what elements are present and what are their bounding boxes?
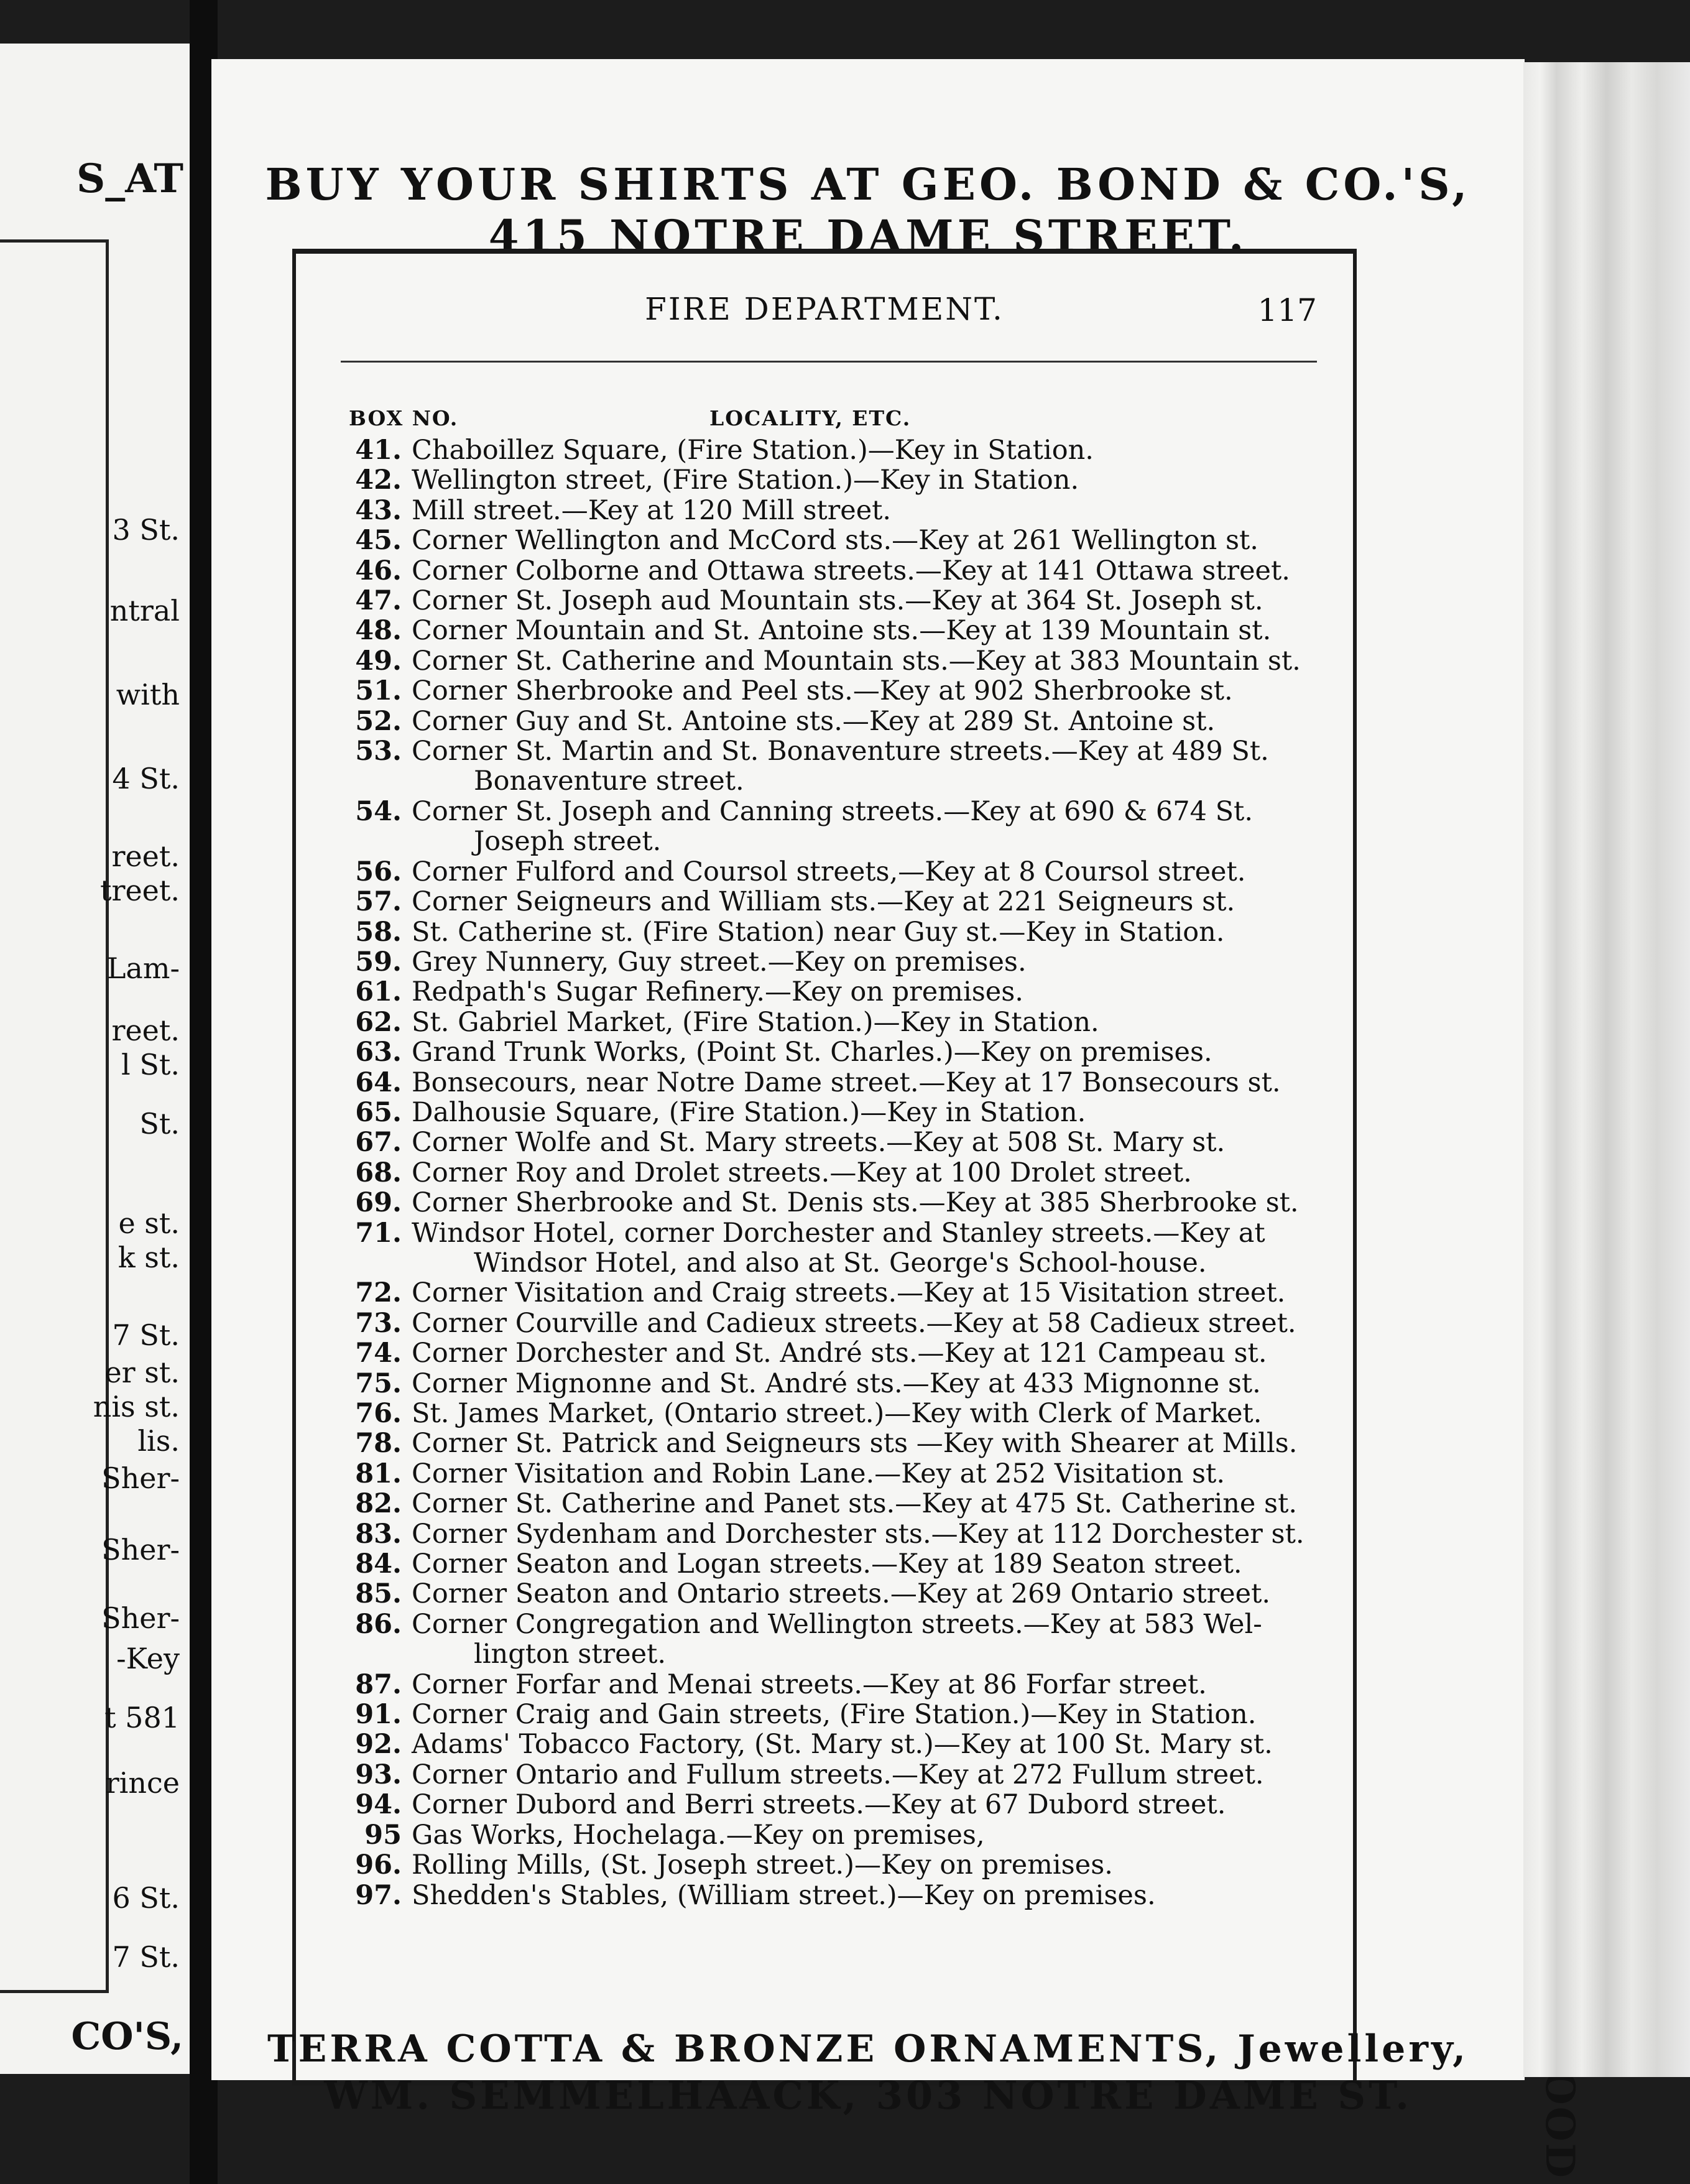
- fire-box-entry: [339, 977, 1322, 1007]
- box-number: 56.: [355, 856, 402, 887]
- box-number: 46.: [355, 555, 402, 586]
- box-locality-text: Corner Wellington and McCord sts.—Key at 261 Wellington st.: [412, 525, 1258, 557]
- box-number: 51.: [355, 675, 402, 707]
- fire-box-entry: [339, 1308, 1322, 1338]
- box-locality-continuation: Joseph street.: [474, 826, 662, 858]
- fire-box-entry: [339, 736, 1322, 797]
- box-locality-text: Corner Dorchester and St. André sts.—Key at 121 Campeau st.: [412, 1338, 1267, 1369]
- box-number: 78.: [355, 1428, 402, 1460]
- box-number: 83.: [355, 1518, 402, 1550]
- fire-box-entry: [339, 947, 1322, 977]
- fire-box-entry: [339, 1399, 1322, 1428]
- fire-box-entry: [339, 676, 1322, 706]
- box-locality-text: Corner Forfar and Menai streets.—Key at 86 Forfar street.: [412, 1668, 1207, 1700]
- box-number: 75.: [355, 1367, 402, 1399]
- box-number: 84.: [355, 1548, 402, 1580]
- left-page-fragment: l St.: [121, 1048, 180, 1081]
- box-number: 85.: [355, 1578, 402, 1610]
- box-locality: [402, 1549, 1322, 1579]
- fire-box-entry: [339, 917, 1322, 947]
- box-locality-text: Corner St. Catherine and Mountain sts.—Key at 383 Mountain st.: [412, 645, 1301, 677]
- box-number: 58.: [355, 916, 402, 948]
- box-number: 62.: [355, 1006, 402, 1038]
- box-number: 81.: [355, 1458, 402, 1489]
- box-locality-text: Rolling Mills, (St. Joseph street.)—Key on premises.: [412, 1849, 1113, 1881]
- left-page-fragment: St.: [139, 1107, 180, 1141]
- box-number: 57.: [355, 886, 402, 918]
- fire-box-entry: [339, 496, 1322, 525]
- box-locality: [402, 1760, 1322, 1790]
- box-locality-text: Corner Wolfe and St. Mary streets.—Key at 508 St. Mary st.: [412, 1127, 1226, 1159]
- box-number: 69.: [355, 1187, 402, 1219]
- box-locality: [402, 556, 1322, 586]
- box-number: 92.: [355, 1729, 402, 1761]
- box-locality-text: Corner Mignonne and St. André sts.—Key at 433 Mignonne st.: [412, 1367, 1261, 1399]
- box-locality-text: St. Gabriel Market, (Fire Station.)—Key in Station.: [412, 1006, 1099, 1038]
- box-locality: [402, 706, 1322, 736]
- left-page-fragment: ntral: [109, 594, 180, 627]
- left-page-fragment: reet.: [111, 1014, 180, 1047]
- box-locality-text: Corner Sherbrooke and Peel sts.—Key at 902 Sherbrooke st.: [412, 675, 1233, 707]
- fire-box-entry: [339, 1158, 1322, 1188]
- box-locality: [402, 1820, 1322, 1850]
- running-head: FIRE DEPARTMENT.: [645, 291, 1004, 327]
- fire-box-entry: [339, 1369, 1322, 1399]
- fire-box-entry: [339, 1729, 1322, 1759]
- fire-box-entry: [339, 465, 1322, 495]
- box-number: 72.: [355, 1277, 402, 1309]
- box-number: 43.: [355, 494, 402, 526]
- footer-ad-line-1: TERRA COTTA & BRONZE ORNAMENTS, Jewellery,: [267, 2027, 1469, 2071]
- fire-box-entry: [339, 1549, 1322, 1579]
- page-number: 117: [1257, 292, 1317, 328]
- box-locality-text: Adams' Tobacco Factory, (St. Mary st.)—Key at 100 St. Mary st.: [412, 1729, 1273, 1761]
- box-number: 68.: [355, 1157, 402, 1188]
- box-locality-text: Windsor Hotel, corner Dorchester and Stanley streets.—Key at: [412, 1217, 1265, 1249]
- left-page-fragment: nis st.: [93, 1390, 180, 1423]
- box-locality-text: Grey Nunnery, Guy street.—Key on premises.: [412, 946, 1027, 978]
- box-locality: [402, 1428, 1322, 1458]
- fire-box-entry: [339, 646, 1322, 676]
- left-page-fragment: Sher-: [101, 1533, 180, 1566]
- box-locality: [402, 1218, 1322, 1279]
- box-locality-text: Corner St. Catherine and Panet sts.—Key at 475 St. Catherine st.: [412, 1488, 1298, 1520]
- box-number: 93.: [355, 1759, 402, 1790]
- box-number: 87.: [355, 1668, 402, 1700]
- fire-box-entry: [339, 1068, 1322, 1098]
- box-number: 53.: [355, 736, 402, 767]
- box-locality: [402, 1790, 1322, 1820]
- left-page-fragment: with: [116, 678, 180, 711]
- box-number: 95: [364, 1819, 402, 1851]
- left-page-fragment: 3 St.: [112, 513, 180, 547]
- header-rule: [341, 361, 1317, 363]
- fire-box-entry: [339, 1489, 1322, 1519]
- box-locality: [402, 857, 1322, 887]
- box-locality: [402, 1308, 1322, 1338]
- box-locality-text: Gas Works, Hochelaga.—Key on premises,: [412, 1819, 985, 1851]
- box-locality: [402, 1127, 1322, 1157]
- box-locality: [402, 1609, 1322, 1670]
- box-locality: [402, 435, 1322, 465]
- fire-box-entry: [339, 586, 1322, 616]
- left-page-fragment: Sher-: [101, 1601, 180, 1635]
- box-locality-text: St. James Market, (Ontario street.)—Key with Clerk of Market.: [412, 1398, 1262, 1429]
- box-locality: [402, 525, 1322, 555]
- box-locality-continuation: Bonaventure street.: [474, 766, 744, 797]
- box-locality: [402, 1670, 1322, 1700]
- fire-box-entry: [339, 1790, 1322, 1820]
- box-locality: [402, 1007, 1322, 1037]
- left-page-bottom-fragment: CO'S,: [71, 2015, 183, 2058]
- fire-box-entry: [339, 1459, 1322, 1489]
- left-page-fragment: 7 St.: [112, 1940, 180, 1974]
- box-locality-text: Corner Courville and Cadieux streets.—Key at 58 Cadieux street.: [412, 1307, 1296, 1339]
- box-locality-text: Corner Roy and Drolet streets.—Key at 100 Drolet street.: [412, 1157, 1192, 1188]
- footer-ad-line-2: WM. SEMMELHAACK, 303 NOTRE DAME ST.: [324, 2073, 1412, 2118]
- box-locality: [402, 797, 1322, 857]
- fire-box-entry: [339, 1519, 1322, 1549]
- box-locality-text: Corner Sherbrooke and St. Denis sts.—Key at 385 Sherbrooke st.: [412, 1187, 1299, 1219]
- fire-box-entry: [339, 1850, 1322, 1880]
- box-number: 52.: [355, 705, 402, 737]
- left-page-fragment: 4 St.: [112, 762, 180, 795]
- left-page-fragment: Sher-: [101, 1461, 180, 1495]
- box-number: 59.: [355, 946, 402, 978]
- fire-box-entry: [339, 1188, 1322, 1218]
- left-page-fragment: reet.: [111, 840, 180, 873]
- fire-box-entry: [339, 1579, 1322, 1609]
- box-number: 94.: [355, 1789, 402, 1821]
- box-locality-text: Corner Visitation and Robin Lane.—Key at 252 Visitation st.: [412, 1458, 1225, 1489]
- box-number: 64.: [355, 1067, 402, 1098]
- fire-box-entry: [339, 1700, 1322, 1729]
- fire-box-list-frame: [292, 249, 1357, 2086]
- box-locality: [402, 676, 1322, 706]
- fire-box-entry: [339, 857, 1322, 887]
- box-locality: [402, 917, 1322, 947]
- left-page-fragment: -Key: [116, 1642, 180, 1675]
- facing-left-page: [0, 44, 190, 2074]
- fire-box-entry: [339, 1609, 1322, 1670]
- fire-box-entry: [339, 1428, 1322, 1458]
- column-headers: [349, 406, 1319, 437]
- fire-box-entry: [339, 706, 1322, 736]
- left-page-fragment: t 581: [104, 1701, 180, 1734]
- box-locality: [402, 947, 1322, 977]
- box-number: 45.: [355, 525, 402, 557]
- box-locality: [402, 1158, 1322, 1188]
- fire-box-entry: [339, 435, 1322, 465]
- box-locality: [402, 1068, 1322, 1098]
- box-locality-text: Grand Trunk Works, (Point St. Charles.)—Key on premises.: [412, 1037, 1212, 1068]
- left-page-fragment: er st.: [104, 1356, 180, 1389]
- box-number: 96.: [355, 1849, 402, 1881]
- column-header-locality: LOCALITY, ETC.: [709, 406, 912, 430]
- box-number: 71.: [355, 1217, 402, 1249]
- box-locality: [402, 1729, 1322, 1759]
- box-locality-text: Corner Ontario and Fullum streets.—Key at 272 Fullum street.: [412, 1759, 1264, 1790]
- box-locality-text: Corner Sydenham and Dorchester sts.—Key at 112 Dorchester st.: [412, 1518, 1304, 1550]
- box-locality-text: Corner Fulford and Coursol streets,—Key at 8 Coursol street.: [412, 856, 1246, 887]
- box-locality: [402, 1188, 1322, 1218]
- box-number: 61.: [355, 976, 402, 1008]
- fire-box-entry: [339, 797, 1322, 857]
- box-number: 65.: [355, 1096, 402, 1128]
- box-locality: [402, 1369, 1322, 1399]
- box-locality: [402, 977, 1322, 1007]
- fire-box-entry: [339, 1670, 1322, 1700]
- fire-box-entries: [339, 435, 1322, 1910]
- box-locality-text: Corner Guy and St. Antoine sts.—Key at 289 St. Antoine st.: [412, 705, 1216, 737]
- box-locality: [402, 1579, 1322, 1609]
- box-locality-text: Corner St. Martin and St. Bonaventure streets.—Key at 489 St.: [412, 736, 1269, 767]
- left-page-fragment: Lam-: [106, 951, 180, 985]
- box-locality-text: Corner Seaton and Logan streets.—Key at 189 Seaton street.: [412, 1548, 1242, 1580]
- box-locality: [402, 465, 1322, 495]
- box-locality-continuation: Windsor Hotel, and also at St. George's School-house.: [474, 1247, 1207, 1279]
- left-page-fragment: rince: [105, 1766, 180, 1800]
- fire-box-entry: [339, 887, 1322, 917]
- box-locality: [402, 1850, 1322, 1880]
- box-locality-text: Mill street.—Key at 120 Mill street.: [412, 494, 892, 526]
- left-page-top-fragment: S_AT: [76, 155, 183, 202]
- book-page: [211, 59, 1525, 2118]
- box-locality-text: Shedden's Stables, (William street.)—Key on premises.: [412, 1879, 1156, 1911]
- box-locality-text: Corner St. Joseph and Canning streets.—Key at 690 & 674 St.: [412, 795, 1254, 827]
- box-locality: [402, 1459, 1322, 1489]
- box-locality-text: St. Catherine st. (Fire Station) near Guy st.—Key in Station.: [412, 916, 1225, 948]
- header-ad-line-2: 415 NOTRE DAME STREET.: [488, 210, 1248, 262]
- box-locality: [402, 736, 1322, 797]
- fire-box-entry: [339, 1037, 1322, 1067]
- box-locality-text: Corner Visitation and Craig streets.—Key at 15 Visitation street.: [412, 1277, 1286, 1309]
- box-locality-text: Redpath's Sugar Refinery.—Key on premises.: [412, 976, 1023, 1008]
- box-locality: [402, 1519, 1322, 1549]
- fire-box-entry: [339, 556, 1322, 586]
- box-number: 73.: [355, 1307, 402, 1339]
- box-number: 74.: [355, 1338, 402, 1369]
- fire-box-entry: [339, 1218, 1322, 1279]
- box-number: 41.: [355, 435, 402, 466]
- box-locality-text: Corner Congregation and Wellington streets.—Key at 583 Wel-: [412, 1608, 1262, 1640]
- box-locality-text: Corner Colborne and Ottawa streets.—Key at 141 Ottawa street.: [412, 555, 1290, 586]
- box-locality-continuation: lington street.: [474, 1639, 666, 1670]
- page-stack-edge: [1523, 62, 1690, 2077]
- left-page-fragment: 7 St.: [112, 1318, 180, 1352]
- box-locality: [402, 1881, 1322, 1910]
- box-locality-text: Corner St. Patrick and Seigneurs sts —Key with Shearer at Mills.: [412, 1428, 1298, 1460]
- box-number: 54.: [355, 795, 402, 827]
- fire-box-entry: [339, 1820, 1322, 1850]
- box-number: 67.: [355, 1127, 402, 1159]
- box-number: 47.: [355, 585, 402, 617]
- box-locality-text: Corner Craig and Gain streets, (Fire Station.)—Key in Station.: [412, 1699, 1257, 1731]
- fire-box-entry: [339, 616, 1322, 645]
- box-locality: [402, 1037, 1322, 1067]
- fire-box-entry: [339, 1338, 1322, 1368]
- fire-box-entry: [339, 1007, 1322, 1037]
- fire-box-entry: [339, 1760, 1322, 1790]
- box-number: 42.: [355, 465, 402, 496]
- box-locality-text: Chaboillez Square, (Fire Station.)—Key in Station.: [412, 435, 1094, 466]
- box-locality-text: Dalhousie Square, (Fire Station.)—Key in Station.: [412, 1096, 1086, 1128]
- box-locality: [402, 586, 1322, 616]
- box-locality: [402, 1489, 1322, 1519]
- box-number: 49.: [355, 645, 402, 677]
- box-locality: [402, 1098, 1322, 1127]
- left-page-fragment: e st.: [118, 1206, 180, 1240]
- box-locality: [402, 887, 1322, 917]
- box-number: 48.: [355, 615, 402, 647]
- box-locality-text: Corner Seaton and Ontario streets.—Key at 269 Ontario street.: [412, 1578, 1271, 1610]
- left-page-fragment: k st.: [118, 1241, 180, 1274]
- box-locality: [402, 616, 1322, 645]
- box-locality: [402, 1700, 1322, 1729]
- box-locality: [402, 1399, 1322, 1428]
- box-number: 86.: [355, 1608, 402, 1640]
- box-number: 82.: [355, 1488, 402, 1520]
- box-locality-text: Corner Seigneurs and William sts.—Key at 221 Seigneurs st.: [412, 886, 1235, 918]
- left-page-fragment: lis.: [137, 1424, 180, 1458]
- box-locality: [402, 646, 1322, 676]
- box-number: 63.: [355, 1037, 402, 1068]
- box-locality-text: Corner Dubord and Berri streets.—Key at 67 Dubord street.: [412, 1789, 1226, 1821]
- box-locality: [402, 1338, 1322, 1368]
- column-header-box-no: BOX NO.: [349, 406, 459, 430]
- fire-box-entry: [339, 1881, 1322, 1910]
- box-locality-text: Bonsecours, near Notre Dame street.—Key at 17 Bonsecours st.: [412, 1067, 1281, 1098]
- fire-box-entry: [339, 1278, 1322, 1308]
- box-number: 97.: [355, 1879, 402, 1911]
- box-locality-text: Wellington street, (Fire Station.)—Key in Station.: [412, 465, 1079, 496]
- box-number: 76.: [355, 1398, 402, 1429]
- left-page-fragment: treet.: [99, 874, 180, 907]
- fire-box-entry: [339, 1098, 1322, 1127]
- left-page-fragment: 6 St.: [112, 1881, 180, 1915]
- box-locality: [402, 1278, 1322, 1308]
- header-ad-line-1: BUY YOUR SHIRTS AT GEO. BOND & CO.'S,: [265, 159, 1471, 210]
- box-locality: [402, 496, 1322, 525]
- fire-box-entry: [339, 1127, 1322, 1157]
- box-locality-text: Corner St. Joseph aud Mountain sts.—Key at 364 St. Joseph st.: [412, 585, 1263, 617]
- box-number: 91.: [355, 1699, 402, 1731]
- fire-box-entry: [339, 525, 1322, 555]
- box-locality-text: Corner Mountain and St. Antoine sts.—Key at 139 Mountain st.: [412, 615, 1272, 647]
- left-page-frame: [0, 239, 109, 1993]
